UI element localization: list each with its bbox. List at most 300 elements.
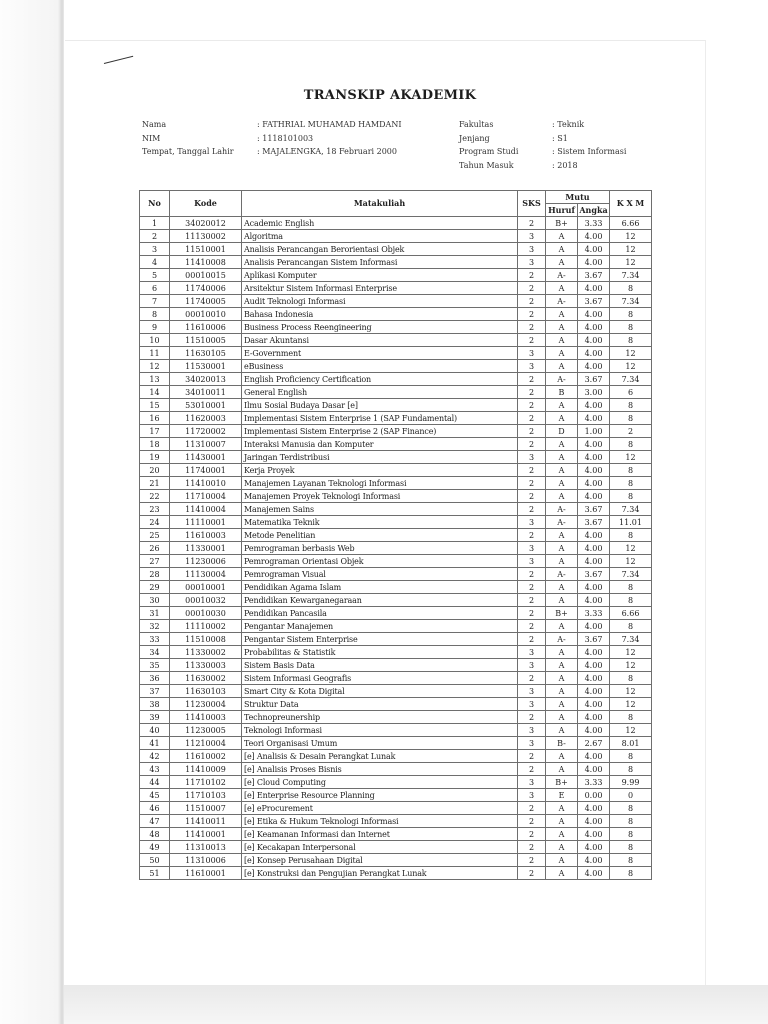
- cell-kxm: 8: [610, 750, 652, 763]
- cell-kxm: 12: [610, 542, 652, 555]
- cell-huruf: A: [546, 854, 578, 867]
- value-nama: : FATHRIAL MUHAMAD HAMDANI: [257, 120, 402, 129]
- cell-kode: 11610002: [170, 750, 242, 763]
- cell-huruf: A: [546, 581, 578, 594]
- cell-sks: 3: [518, 516, 546, 529]
- cell-kxm: 9.99: [610, 776, 652, 789]
- table-row: [140, 789, 652, 802]
- cell-no: 30: [140, 594, 170, 607]
- cell-angka: 4.00: [578, 698, 610, 711]
- cell-no: 8: [140, 308, 170, 321]
- cell-kxm: 8: [610, 581, 652, 594]
- cell-matakuliah: English Proficiency Certification: [242, 373, 518, 386]
- cell-matakuliah: Pemrograman Visual: [242, 568, 518, 581]
- cell-sks: 3: [518, 230, 546, 243]
- cell-kxm: 8: [610, 828, 652, 841]
- cell-kode: 11410004: [170, 503, 242, 516]
- cell-matakuliah: [e] Cloud Computing: [242, 776, 518, 789]
- cell-no: 33: [140, 633, 170, 646]
- cell-angka: 4.00: [578, 841, 610, 854]
- cell-kxm: 8: [610, 529, 652, 542]
- cell-angka: 4.00: [578, 230, 610, 243]
- cell-angka: 2.67: [578, 737, 610, 750]
- cell-huruf: A: [546, 646, 578, 659]
- cell-angka: 4.00: [578, 659, 610, 672]
- header-huruf: Huruf: [546, 204, 578, 217]
- value-fakultas: : Teknik: [552, 120, 585, 129]
- student-labels: [142, 118, 234, 159]
- cell-angka: 4.00: [578, 672, 610, 685]
- table-row: [140, 347, 652, 360]
- cell-sks: 3: [518, 659, 546, 672]
- table-row: [140, 633, 652, 646]
- cell-kxm: 12: [610, 230, 652, 243]
- cell-matakuliah: E-Government: [242, 347, 518, 360]
- cell-matakuliah: Algoritma: [242, 230, 518, 243]
- cell-angka: 4.00: [578, 750, 610, 763]
- table-row: [140, 321, 652, 334]
- cell-no: 23: [140, 503, 170, 516]
- cell-kode: 11410009: [170, 763, 242, 776]
- cell-no: 6: [140, 282, 170, 295]
- cell-matakuliah: Struktur Data: [242, 698, 518, 711]
- cell-matakuliah: Ilmu Sosial Budaya Dasar [e]: [242, 399, 518, 412]
- label-jenjang: Jenjang: [459, 133, 490, 143]
- table-row: [140, 256, 652, 269]
- table-row: [140, 646, 652, 659]
- cell-angka: 4.00: [578, 529, 610, 542]
- cell-kode: 11330003: [170, 659, 242, 672]
- cell-kode: 11330002: [170, 646, 242, 659]
- cell-angka: 4.00: [578, 724, 610, 737]
- document-title: TRANSKIP AKADEMIK: [303, 88, 477, 103]
- cell-sks: 3: [518, 542, 546, 555]
- cell-huruf: A: [546, 750, 578, 763]
- cell-kxm: 7.34: [610, 568, 652, 581]
- cell-matakuliah: Manajemen Proyek Teknologi Informasi: [242, 490, 518, 503]
- cell-sks: 3: [518, 347, 546, 360]
- cell-no: 5: [140, 269, 170, 282]
- cell-kode: 11710103: [170, 789, 242, 802]
- cell-matakuliah: Probabilitas & Statistik: [242, 646, 518, 659]
- table-row: [140, 503, 652, 516]
- cell-huruf: A: [546, 477, 578, 490]
- cell-matakuliah: Arsitektur Sistem Informasi Enterprise: [242, 282, 518, 295]
- cell-no: 50: [140, 854, 170, 867]
- cell-matakuliah: Pengantar Manajemen: [242, 620, 518, 633]
- cell-angka: 3.67: [578, 269, 610, 282]
- cell-kode: 11710102: [170, 776, 242, 789]
- cell-angka: 4.00: [578, 685, 610, 698]
- cell-sks: 3: [518, 724, 546, 737]
- cell-sks: 2: [518, 581, 546, 594]
- cell-angka: 4.00: [578, 451, 610, 464]
- cell-kode: 34020013: [170, 373, 242, 386]
- cell-huruf: A: [546, 243, 578, 256]
- cell-kxm: 8: [610, 815, 652, 828]
- table-row: [140, 659, 652, 672]
- cell-kxm: 12: [610, 360, 652, 373]
- cell-no: 39: [140, 711, 170, 724]
- cell-kode: 53010001: [170, 399, 242, 412]
- header-matakuliah: Matakuliah: [242, 191, 518, 217]
- cell-huruf: E: [546, 789, 578, 802]
- table-row: [140, 425, 652, 438]
- cell-sks: 2: [518, 594, 546, 607]
- cell-no: 51: [140, 867, 170, 880]
- cell-huruf: A: [546, 282, 578, 295]
- cell-kode: 00010015: [170, 269, 242, 282]
- cell-kode: 11740006: [170, 282, 242, 295]
- cell-huruf: A-: [546, 633, 578, 646]
- table-row: [140, 724, 652, 737]
- cell-huruf: A: [546, 334, 578, 347]
- cell-kxm: 7.34: [610, 503, 652, 516]
- cell-angka: 1.00: [578, 425, 610, 438]
- cell-sks: 2: [518, 711, 546, 724]
- cell-kxm: 8: [610, 763, 652, 776]
- table-row: [140, 438, 652, 451]
- cell-kxm: 12: [610, 347, 652, 360]
- cell-no: 48: [140, 828, 170, 841]
- cell-huruf: A: [546, 828, 578, 841]
- cell-sks: 2: [518, 373, 546, 386]
- cell-no: 28: [140, 568, 170, 581]
- table-row: [140, 412, 652, 425]
- cell-kode: 11630105: [170, 347, 242, 360]
- cell-sks: 2: [518, 269, 546, 282]
- cell-huruf: A: [546, 321, 578, 334]
- cell-kode: 11610006: [170, 321, 242, 334]
- cell-kode: 11410008: [170, 256, 242, 269]
- cell-kxm: 8: [610, 308, 652, 321]
- cell-angka: 4.00: [578, 464, 610, 477]
- cell-kxm: 12: [610, 243, 652, 256]
- cell-angka: 4.00: [578, 763, 610, 776]
- cell-sks: 2: [518, 399, 546, 412]
- cell-kxm: 8: [610, 490, 652, 503]
- value-prodi: : Sistem Informasi: [552, 147, 627, 156]
- cell-sks: 2: [518, 386, 546, 399]
- cell-kode: 00010001: [170, 581, 242, 594]
- cell-kode: 11430001: [170, 451, 242, 464]
- cell-angka: 4.00: [578, 308, 610, 321]
- cell-huruf: D: [546, 425, 578, 438]
- cell-no: 38: [140, 698, 170, 711]
- cell-no: 49: [140, 841, 170, 854]
- table-row: [140, 711, 652, 724]
- cell-angka: 4.00: [578, 490, 610, 503]
- cell-sks: 2: [518, 477, 546, 490]
- header-angka: Angka: [579, 204, 608, 215]
- cell-angka: 3.33: [578, 217, 610, 230]
- cell-kxm: 8: [610, 854, 652, 867]
- cell-kxm: 8: [610, 464, 652, 477]
- program-values: [552, 118, 626, 172]
- cell-matakuliah: Analisis Perancangan Berorientasi Objek: [242, 243, 518, 256]
- table-row: [140, 737, 652, 750]
- cell-matakuliah: Smart City & Kota Digital: [242, 685, 518, 698]
- cell-no: 32: [140, 620, 170, 633]
- cell-kxm: 12: [610, 256, 652, 269]
- cell-angka: 4.00: [578, 646, 610, 659]
- cell-matakuliah: Analisis Perancangan Sistem Informasi: [242, 256, 518, 269]
- table-row: [140, 243, 652, 256]
- cell-matakuliah: [e] Konstruksi dan Pengujian Perangkat Lunak: [242, 867, 518, 880]
- cell-no: 19: [140, 451, 170, 464]
- cell-matakuliah: Pendidikan Pancasila: [242, 607, 518, 620]
- table-row: [140, 490, 652, 503]
- cell-no: 26: [140, 542, 170, 555]
- cell-matakuliah: [e] Analisis & Desain Perangkat Lunak: [242, 750, 518, 763]
- cell-sks: 2: [518, 438, 546, 451]
- table-row: [140, 815, 652, 828]
- cell-sks: 3: [518, 698, 546, 711]
- cell-no: 47: [140, 815, 170, 828]
- cell-kode: 00010030: [170, 607, 242, 620]
- cell-no: 42: [140, 750, 170, 763]
- cell-kxm: 8: [610, 477, 652, 490]
- cell-huruf: A: [546, 542, 578, 555]
- cell-huruf: B+: [546, 217, 578, 230]
- cell-angka: 4.00: [578, 867, 610, 880]
- cell-angka: 3.33: [578, 607, 610, 620]
- cell-angka: 4.00: [578, 802, 610, 815]
- table-row: [140, 828, 652, 841]
- cell-matakuliah: Sistem Informasi Geografis: [242, 672, 518, 685]
- cell-sks: 3: [518, 685, 546, 698]
- table-row: [140, 568, 652, 581]
- cell-huruf: A: [546, 412, 578, 425]
- cell-matakuliah: Business Process Reengineering: [242, 321, 518, 334]
- cell-sks: 2: [518, 503, 546, 516]
- cell-kode: 11410003: [170, 711, 242, 724]
- cell-angka: 3.67: [578, 516, 610, 529]
- cell-kode: 11310013: [170, 841, 242, 854]
- cell-angka: 4.00: [578, 815, 610, 828]
- cell-kode: 11410001: [170, 828, 242, 841]
- cell-no: 9: [140, 321, 170, 334]
- cell-kode: 11610003: [170, 529, 242, 542]
- cell-kode: 11740001: [170, 464, 242, 477]
- cell-angka: 4.00: [578, 620, 610, 633]
- cell-matakuliah: eBusiness: [242, 360, 518, 373]
- cell-kode: 11530001: [170, 360, 242, 373]
- cell-no: 15: [140, 399, 170, 412]
- table-row: [140, 217, 652, 230]
- cell-matakuliah: [e] eProcurement: [242, 802, 518, 815]
- cell-no: 46: [140, 802, 170, 815]
- header-kode: Kode: [170, 191, 242, 217]
- cell-kxm: 12: [610, 646, 652, 659]
- cell-angka: 3.67: [578, 295, 610, 308]
- cell-huruf: A: [546, 841, 578, 854]
- label-fakultas: Fakultas: [459, 120, 494, 129]
- cell-matakuliah: [e] Kecakapan Interpersonal: [242, 841, 518, 854]
- cell-sks: 2: [518, 620, 546, 633]
- cell-no: 18: [140, 438, 170, 451]
- table-row: [140, 802, 652, 815]
- cell-no: 40: [140, 724, 170, 737]
- table-row: [140, 620, 652, 633]
- cell-no: 29: [140, 581, 170, 594]
- cell-kxm: 6: [610, 386, 652, 399]
- cell-kode: 11130004: [170, 568, 242, 581]
- cell-no: 14: [140, 386, 170, 399]
- cell-kode: 11110001: [170, 516, 242, 529]
- cell-no: 2: [140, 230, 170, 243]
- cell-kode: 11230004: [170, 698, 242, 711]
- cell-huruf: A-: [546, 295, 578, 308]
- cell-kxm: 12: [610, 555, 652, 568]
- cell-sks: 2: [518, 763, 546, 776]
- table-row: [140, 750, 652, 763]
- cell-sks: 2: [518, 607, 546, 620]
- cell-matakuliah: Kerja Proyek: [242, 464, 518, 477]
- cell-matakuliah: Metode Penelitian: [242, 529, 518, 542]
- cell-sks: 2: [518, 841, 546, 854]
- cell-kode: 11230005: [170, 724, 242, 737]
- cell-matakuliah: Implementasi Sistem Enterprise 2 (SAP Finance): [242, 425, 518, 438]
- cell-matakuliah: Bahasa Indonesia: [242, 308, 518, 321]
- cell-kxm: 8: [610, 620, 652, 633]
- table-row: [140, 477, 652, 490]
- cell-kxm: 8: [610, 282, 652, 295]
- cell-angka: 4.00: [578, 854, 610, 867]
- cell-angka: 4.00: [578, 321, 610, 334]
- cell-kxm: 8: [610, 334, 652, 347]
- cell-kxm: 8: [610, 802, 652, 815]
- cell-sks: 2: [518, 308, 546, 321]
- table-row: [140, 386, 652, 399]
- table-row: [140, 269, 652, 282]
- cell-huruf: A: [546, 867, 578, 880]
- table-row: [140, 607, 652, 620]
- cell-kode: 11710004: [170, 490, 242, 503]
- cell-kxm: 7.34: [610, 269, 652, 282]
- value-jenjang: : S1: [552, 133, 568, 143]
- cell-huruf: A: [546, 399, 578, 412]
- cell-kxm: 8: [610, 412, 652, 425]
- cell-kode: 11510007: [170, 802, 242, 815]
- cell-kxm: 11.01: [610, 516, 652, 529]
- label-nim: NIM: [142, 133, 161, 143]
- label-nama: Nama: [142, 120, 167, 129]
- cell-sks: 3: [518, 555, 546, 568]
- cell-kode: 11210004: [170, 737, 242, 750]
- cell-angka: 4.00: [578, 555, 610, 568]
- cell-no: 35: [140, 659, 170, 672]
- cell-angka: 3.00: [578, 386, 610, 399]
- cell-matakuliah: Pendidikan Agama Islam: [242, 581, 518, 594]
- cell-matakuliah: General English: [242, 386, 518, 399]
- cell-sks: 2: [518, 828, 546, 841]
- cell-angka: 4.00: [578, 542, 610, 555]
- cell-sks: 2: [518, 282, 546, 295]
- cell-sks: 2: [518, 854, 546, 867]
- cell-huruf: A: [546, 594, 578, 607]
- cell-kode: 11630002: [170, 672, 242, 685]
- cell-no: 11: [140, 347, 170, 360]
- cell-kxm: 8: [610, 594, 652, 607]
- label-tahun-masuk: Tahun Masuk: [459, 160, 514, 170]
- cell-kode: 00010010: [170, 308, 242, 321]
- cell-kode: 11310006: [170, 854, 242, 867]
- header-kxm: K X M: [610, 191, 652, 217]
- cell-angka: 3.67: [578, 633, 610, 646]
- cell-angka: 4.00: [578, 477, 610, 490]
- cell-angka: 4.00: [578, 594, 610, 607]
- cell-huruf: A: [546, 230, 578, 243]
- cell-huruf: A: [546, 464, 578, 477]
- cell-angka: 4.00: [578, 256, 610, 269]
- cell-huruf: A: [546, 802, 578, 815]
- cell-no: 27: [140, 555, 170, 568]
- cell-huruf: A: [546, 724, 578, 737]
- cell-kode: 00010032: [170, 594, 242, 607]
- cell-matakuliah: Pengantar Sistem Enterprise: [242, 633, 518, 646]
- cell-angka: 4.00: [578, 581, 610, 594]
- cell-sks: 2: [518, 672, 546, 685]
- table-row: [140, 464, 652, 477]
- cell-kxm: 12: [610, 451, 652, 464]
- cell-huruf: A-: [546, 516, 578, 529]
- student-values: [257, 118, 401, 159]
- table-row: [140, 360, 652, 373]
- cell-sks: 2: [518, 750, 546, 763]
- cell-kode: 11630103: [170, 685, 242, 698]
- cell-huruf: A: [546, 620, 578, 633]
- label-ttl: Tempat, Tanggal Lahir: [142, 147, 234, 156]
- cell-kode: 11620003: [170, 412, 242, 425]
- cell-kode: 11330001: [170, 542, 242, 555]
- cell-kxm: 8: [610, 841, 652, 854]
- cell-huruf: A: [546, 451, 578, 464]
- cell-huruf: A: [546, 438, 578, 451]
- cell-kode: 11410011: [170, 815, 242, 828]
- cell-no: 4: [140, 256, 170, 269]
- cell-sks: 2: [518, 633, 546, 646]
- cell-angka: 0.00: [578, 789, 610, 802]
- cell-huruf: A: [546, 672, 578, 685]
- cell-no: 1: [140, 217, 170, 230]
- cell-kxm: 12: [610, 659, 652, 672]
- cell-huruf: B-: [546, 737, 578, 750]
- cell-kode: 11510005: [170, 334, 242, 347]
- header-sks: SKS: [518, 191, 546, 217]
- cell-no: 21: [140, 477, 170, 490]
- program-labels: [459, 118, 518, 172]
- cell-matakuliah: Pendidikan Kewarganegaraan: [242, 594, 518, 607]
- cell-matakuliah: Teori Organisasi Umum: [242, 737, 518, 750]
- cell-huruf: A: [546, 685, 578, 698]
- cell-angka: 4.00: [578, 438, 610, 451]
- value-tahun-masuk: : 2018: [552, 160, 578, 170]
- cell-kxm: 2: [610, 425, 652, 438]
- cell-sks: 2: [518, 802, 546, 815]
- cell-sks: 2: [518, 412, 546, 425]
- cell-angka: 4.00: [578, 243, 610, 256]
- cell-kxm: 12: [610, 685, 652, 698]
- table-row: [140, 542, 652, 555]
- table-row: [140, 295, 652, 308]
- cell-matakuliah: Pemrograman berbasis Web: [242, 542, 518, 555]
- cell-no: 37: [140, 685, 170, 698]
- cell-huruf: A: [546, 659, 578, 672]
- table-header: [140, 191, 652, 217]
- cell-kxm: 12: [610, 698, 652, 711]
- cell-angka: 4.00: [578, 399, 610, 412]
